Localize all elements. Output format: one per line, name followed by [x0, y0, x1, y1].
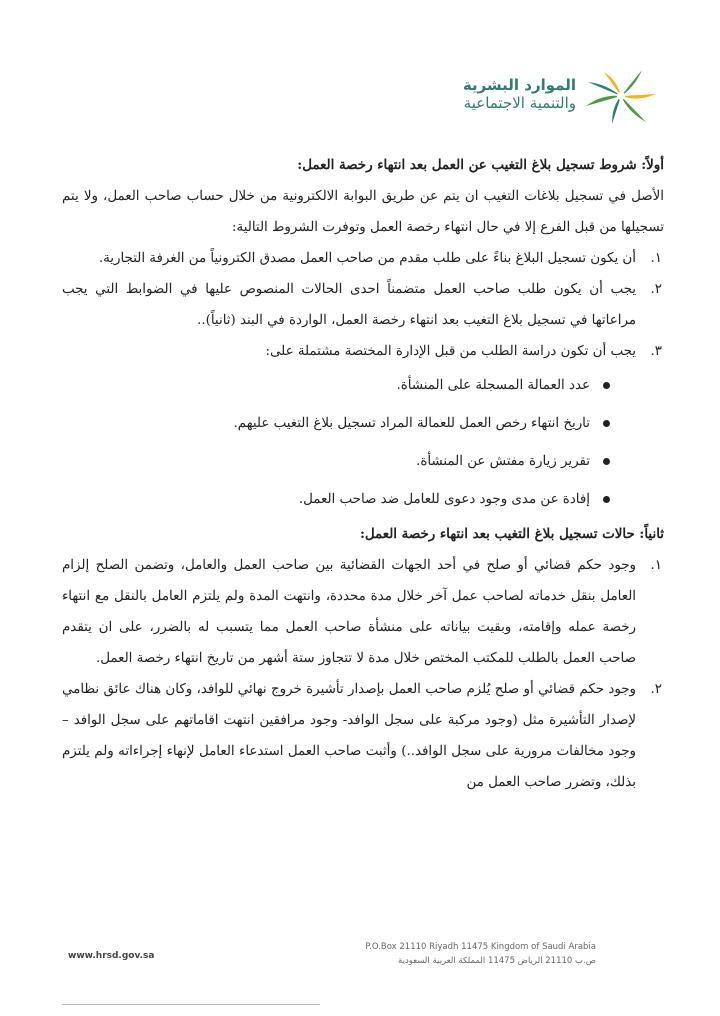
bullet-text: تقرير زيارة مفتش عن المنشأة.: [416, 454, 590, 469]
logo-line-2: والتنمية الاجتماعية: [463, 94, 576, 112]
item-text: يجب أن تكون دراسة الطلب من قبل الإدارة المختصة مشتملة على:: [265, 344, 636, 359]
section1-item-2: [62, 274, 664, 336]
footer-address: [365, 940, 596, 968]
ministry-logo-mark-icon: [584, 66, 658, 126]
bullet-text: تاريخ انتهاء رخص العمل للعمالة المراد تسجيل بلاغ التغيب عليهم.: [233, 416, 590, 431]
bullet-item: [62, 481, 590, 519]
section2-item-2: [62, 674, 664, 798]
item-number: ٣.: [650, 344, 662, 359]
footer-address-ar: ص.ب 21110 الرياض 11475 المملكة العربية السعودية: [398, 956, 596, 966]
bullet-item: [62, 405, 590, 443]
bullet-icon: [603, 458, 610, 465]
logo-line-1: الموارد البشرية: [462, 76, 576, 94]
bullet-text: إفادة عن مدى وجود دعوى للعامل ضد صاحب العمل.: [298, 492, 590, 507]
item-text: أن يكون تسجيل البلاغ بناءً على طلب مقدم من صاحب العمل مصدق الكترونياً من الغرفة التجارية.: [98, 251, 636, 266]
bullet-item: [62, 367, 590, 405]
item-number: ٢.: [650, 282, 662, 297]
bullet-icon: [603, 420, 610, 427]
section2-heading: ثانياً: حالات تسجيل بلاغ التغيب بعد انتهاء رخصة العمل:: [359, 526, 664, 542]
item-text: وجود حكم قضائي أو صلح في أحد الجهات القضائية بين صاحب العمل والعامل، وتضمن الصلح إلزام العامل بنقل خدماته لصاحب عمل آخر خلال مدة محددة، وانتهت المدة ولم يلتزم العامل بالنقل مع انتهاء رخصة عمله وإقامته، وبقيت بياناته على منشأة صاحب العمل مما يتسبب له بالضرر، على ان يتقدم صاحب العمل بالطلب للمكتب المختص خلال مدة لا تتجاوز ستة أشهر من تاريخ انتهاء رخصة العمل.: [62, 558, 636, 666]
bullet-text: عدد العمالة المسجلة على المنشأة.: [396, 378, 590, 393]
item-number: ١.: [650, 558, 662, 573]
section2-item-1: [62, 550, 664, 674]
section1-heading: أولاً: شروط تسجيل بلاغ التغيب عن العمل بعد انتهاء رخصة العمل:: [297, 157, 664, 173]
item-text: وجود حكم قضائي أو صلح يُلزم صاحب العمل بإصدار تأشيرة خروج نهائي للوافد، وكان هناك عائق نظامي لإصدار التأشيرة مثل (وجود مركبة على سجل الوافد- وجود مرافقين انتهت اقاماتهم على سجل الوافد –وجود مخالفات مرورية على سجل الوافد..) وأثبت صاحب العمل استدعاء العامل لإنهاء إجراءاته ولم يلتزم بذلك، وتضرر صاحب العمل من: [62, 682, 636, 790]
section1-item-3: [62, 336, 664, 367]
bullet-icon: [603, 382, 610, 389]
item-text: يجب أن يكون طلب صاحب العمل متضمناً احدى الحالات المنصوص عليها في الضوابط التي يجب مراعاتها في تسجيل بلاغ التغيب بعد انتهاء رخصة العمل، الواردة في البند (ثانياً)..: [62, 282, 636, 328]
section1-intro: الأصل في تسجيل بلاغات التغيب ان يتم عن طريق البوابة الالكترونية من خلال حساب صاحب العمل، ولا يتم تسجيلها من قبل الفرع إلا في حال انتهاء رخصة العمل وتوفرت الشروط التالية:: [62, 189, 664, 235]
section1-item-1: [62, 243, 664, 274]
footer-divider: [62, 1004, 320, 1005]
footer-address-en: P.O.Box 21110 Riyadh 11475 Kingdom of Saudi Arabia: [365, 942, 596, 952]
item-number: ١.: [650, 251, 662, 266]
requirements-bullet-list: [62, 367, 664, 519]
ministry-logo: [398, 66, 658, 126]
document-body: [62, 150, 664, 798]
footer-website-link[interactable]: www.hrsd.gov.sa: [68, 951, 155, 961]
bullet-icon: [603, 496, 610, 503]
item-number: ٢.: [650, 682, 662, 697]
bullet-item: [62, 443, 590, 481]
ministry-logo-text: [463, 76, 576, 112]
